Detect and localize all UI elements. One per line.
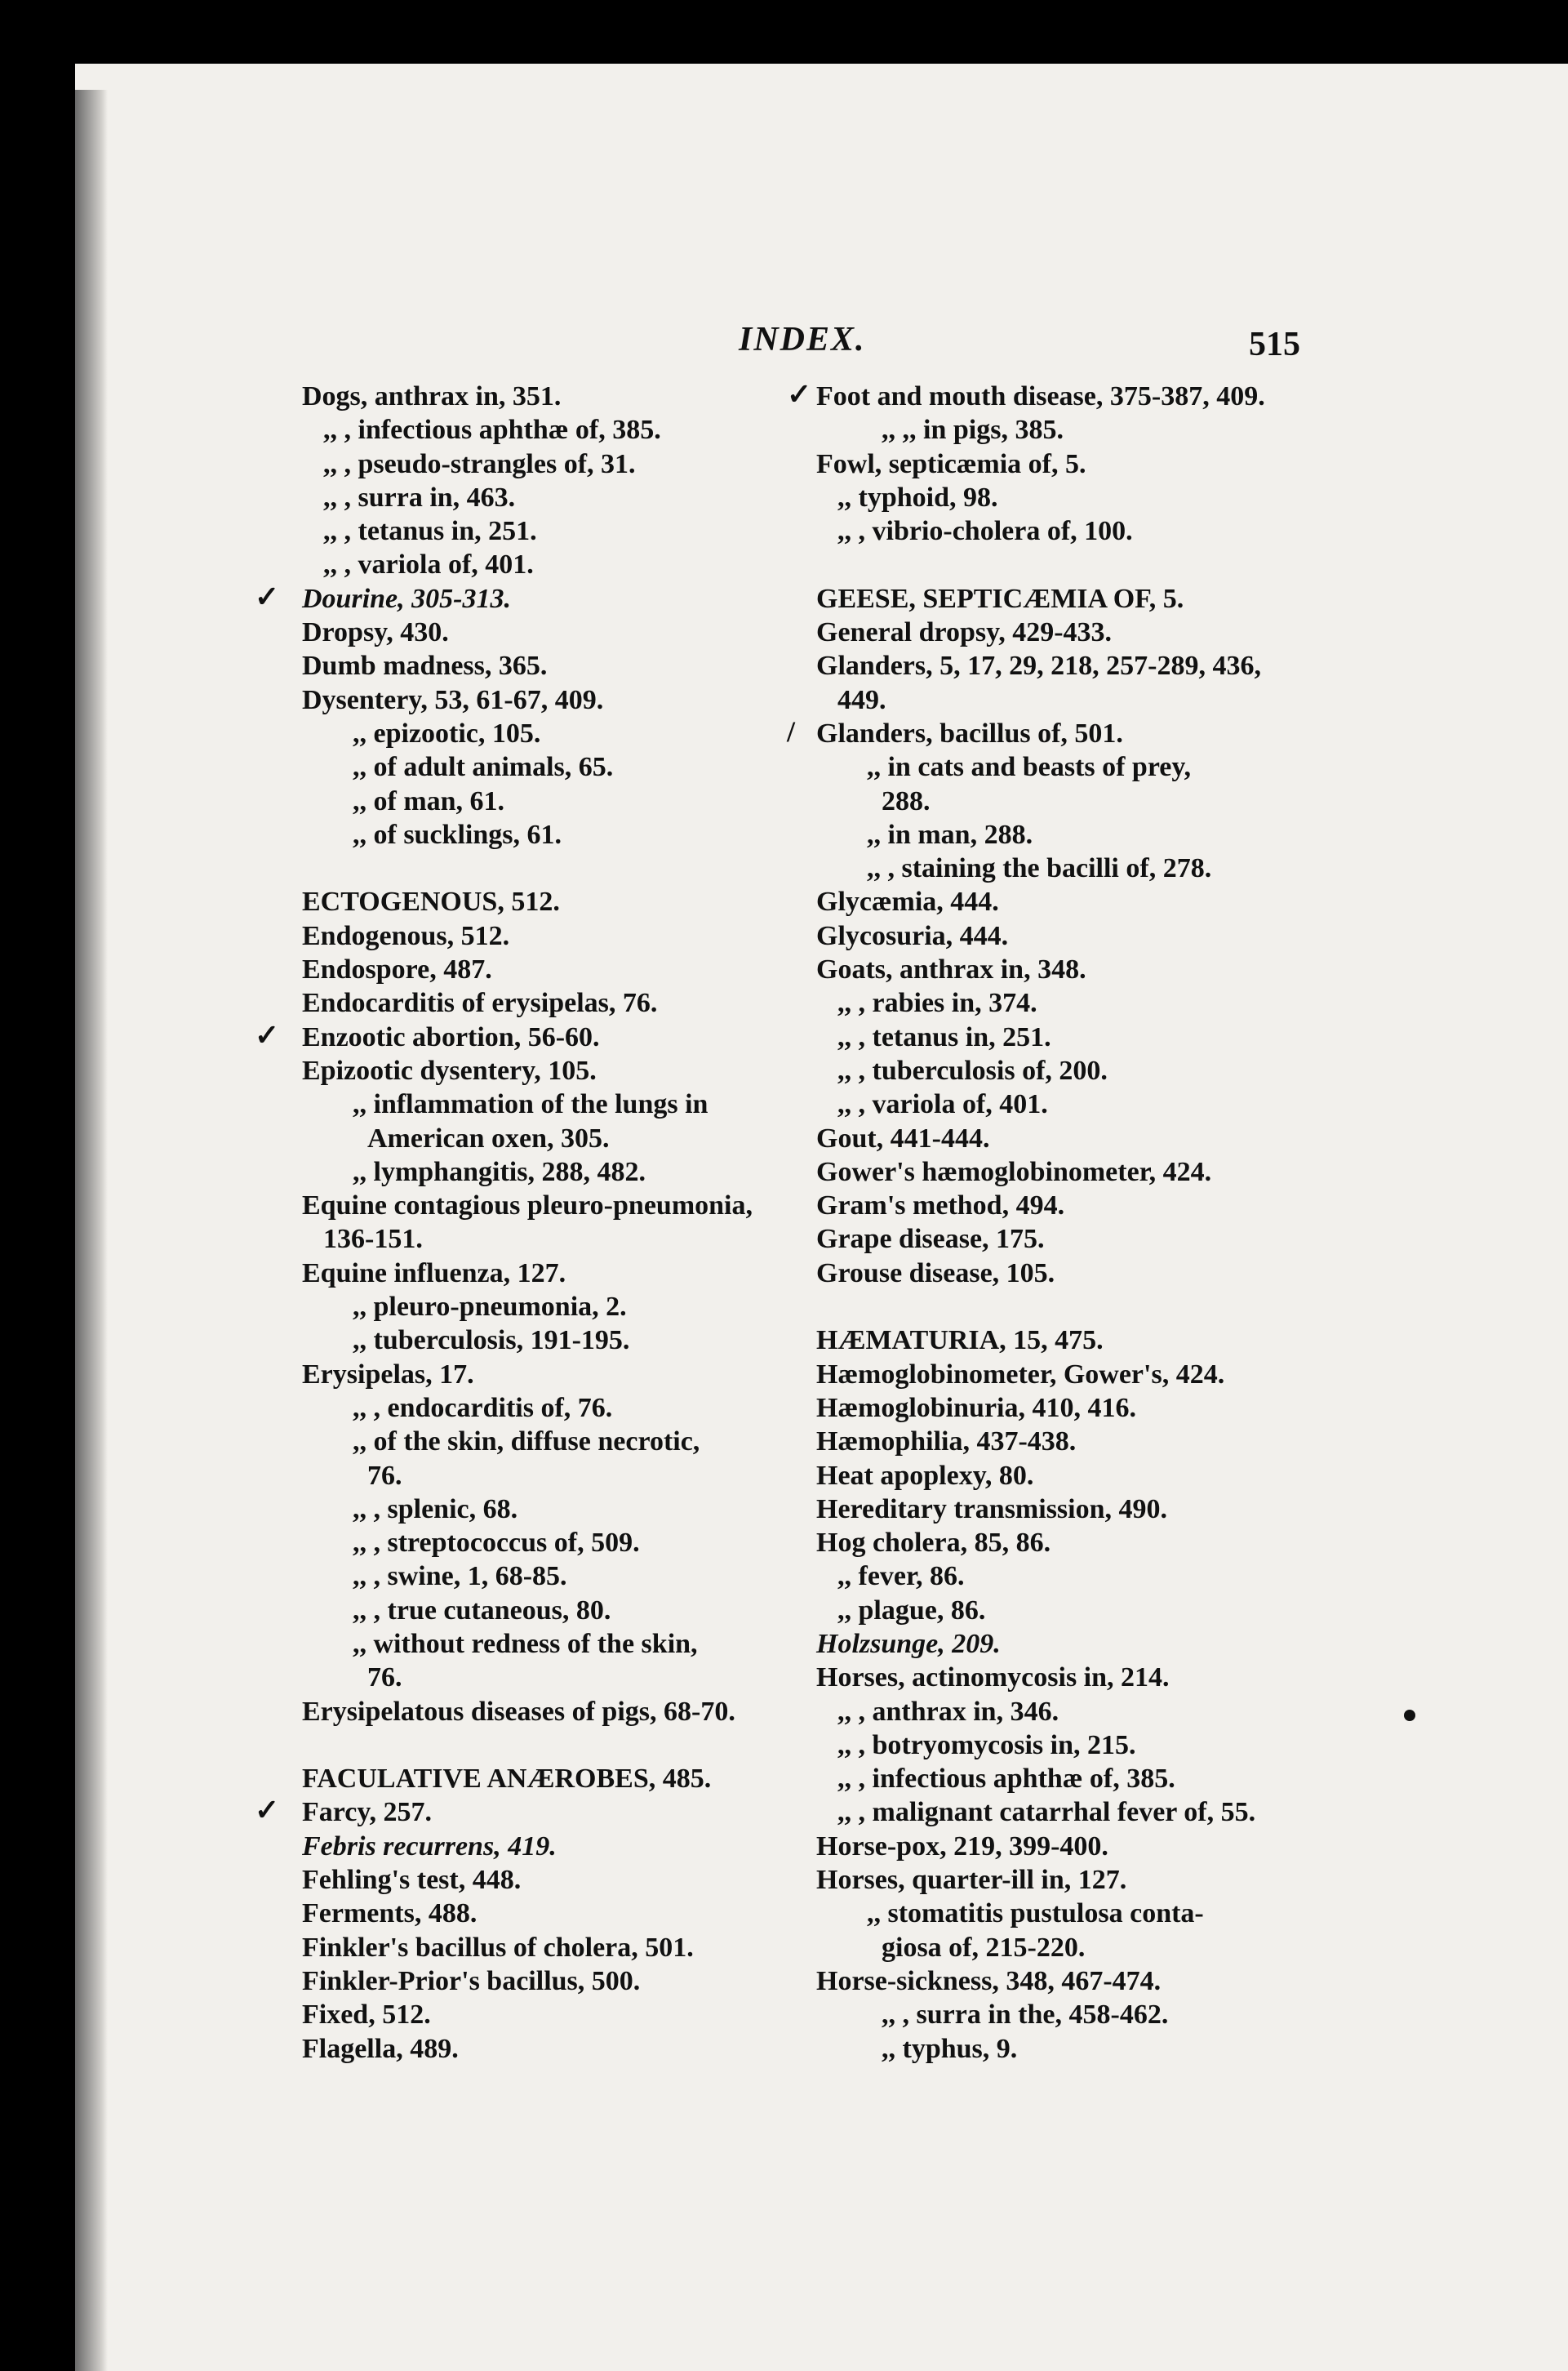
index-entry-text: giosa of, 215-220. xyxy=(882,1932,1086,1963)
index-entry-text: ,, , infectious aphthæ of, 385. xyxy=(323,415,661,446)
index-entry-text: ,, ,, in pigs, 385. xyxy=(882,415,1064,446)
index-entry-text: Fixed, 512. xyxy=(302,2000,431,2031)
index-entry-text: Ferments, 488. xyxy=(302,1898,478,1929)
index-entry xyxy=(816,986,1298,1020)
index-entry-text: Enzootic abortion, 56-60. xyxy=(302,1021,600,1052)
index-entry-text: ,, plague, 86. xyxy=(837,1595,986,1626)
index-entry-text: ,, , tetanus in, 251. xyxy=(837,1021,1051,1052)
index-entry-text: Endospore, 487. xyxy=(302,954,492,985)
index-entry xyxy=(816,1425,1298,1458)
section-gap xyxy=(302,1728,792,1762)
index-entry-text: Fehling's test, 448. xyxy=(302,1865,522,1896)
index-entry-text: Hog cholera, 85, 86. xyxy=(816,1528,1051,1559)
index-entry xyxy=(302,1998,792,2031)
check-mark-icon: ✓ xyxy=(255,1794,280,1827)
page-gutter-shadow xyxy=(75,90,108,2371)
index-entry xyxy=(302,413,792,447)
index-entry-text: Febris recurrens, 419. xyxy=(302,1831,557,1862)
index-entry xyxy=(816,1897,1298,1930)
index-entry-text: Grouse disease, 105. xyxy=(816,1257,1055,1288)
index-entry-text: ,, , true cutaneous, 80. xyxy=(353,1595,611,1626)
index-entry-text: Gout, 441-444. xyxy=(816,1123,990,1154)
index-entry xyxy=(816,1795,1298,1829)
index-entry xyxy=(816,1931,1298,1964)
index-entry xyxy=(816,514,1298,548)
index-entry-text: ,, pleuro-pneumonia, 2. xyxy=(353,1292,627,1323)
index-entry xyxy=(816,885,1298,919)
index-entry xyxy=(302,1323,792,1357)
index-entry xyxy=(816,1830,1298,1863)
index-entry-text: Endogenous, 512. xyxy=(302,920,510,951)
index-entry-text: Gower's hæmoglobinometer, 424. xyxy=(816,1156,1212,1187)
index-entry-text: Glycosuria, 444. xyxy=(816,920,1009,951)
index-entry-text: ,, epizootic, 105. xyxy=(353,718,541,749)
index-entry-text: FACULATIVE ANÆROBES, 485. xyxy=(302,1764,712,1795)
index-entry xyxy=(816,1762,1298,1795)
index-entry-text: ,, , botryomycosis in, 215. xyxy=(837,1729,1136,1760)
index-entry xyxy=(302,548,792,581)
index-entry xyxy=(302,1526,792,1559)
index-entry-text: Hæmophilia, 437-438. xyxy=(816,1426,1077,1457)
index-entry xyxy=(816,447,1298,481)
index-entry-text: ,, of man, 61. xyxy=(353,785,505,816)
index-entry-text: Gram's method, 494. xyxy=(816,1190,1065,1221)
index-entry xyxy=(302,1459,792,1492)
index-entry-text: Finkler-Prior's bacillus, 500. xyxy=(302,1965,641,1996)
index-entry xyxy=(302,818,792,852)
page-number: 515 xyxy=(1249,326,1300,363)
index-entry xyxy=(816,785,1298,818)
index-entry xyxy=(302,1391,792,1425)
index-entry xyxy=(302,1627,792,1661)
index-entry xyxy=(816,2032,1298,2066)
index-entry xyxy=(787,714,1298,750)
index-entry-text: ,, , variola of, 401. xyxy=(323,549,534,581)
index-entry xyxy=(302,1358,792,1391)
index-entry xyxy=(816,1021,1298,1054)
index-entry-text: Goats, anthrax in, 348. xyxy=(816,954,1086,985)
index-entry-text: ,, , surra in the, 458-462. xyxy=(882,2000,1169,2031)
index-entry-text: ,, , splenic, 68. xyxy=(353,1493,518,1524)
index-entry xyxy=(816,1661,1298,1694)
index-entry xyxy=(816,1998,1298,2031)
index-entry-text: General dropsy, 429-433. xyxy=(816,617,1113,648)
index-column-left xyxy=(255,380,792,2066)
index-entry-text: HÆMATURIA, 15, 475. xyxy=(816,1325,1104,1356)
index-entry-text: ,, , pseudo-strangles of, 31. xyxy=(323,448,636,479)
index-entry-text: American oxen, 305. xyxy=(367,1123,610,1154)
index-entry xyxy=(816,1189,1298,1222)
index-entry-text: ,, , vibrio-cholera of, 100. xyxy=(837,516,1133,547)
index-entry-text: Flagella, 489. xyxy=(302,2033,459,2064)
index-entry xyxy=(816,750,1298,784)
index-entry xyxy=(302,1964,792,1998)
index-entry-text: Fowl, septicæmia of, 5. xyxy=(816,448,1086,479)
index-entry-text: 76. xyxy=(367,1460,402,1491)
index-entry-text: GEESE, SEPTICÆMIA OF, 5. xyxy=(816,583,1184,614)
index-entry-text: Grape disease, 175. xyxy=(816,1224,1045,1255)
index-entry-text: ,, typhoid, 98. xyxy=(837,482,998,513)
index-entry-text: Equine contagious pleuro-pneumonia, xyxy=(302,1190,753,1221)
index-entry-text: ECTOGENOUS, 512. xyxy=(302,887,560,918)
index-entry-text: Hæmoglobinometer, Gower's, 424. xyxy=(816,1359,1225,1390)
index-entry-text: ,, , surra in, 463. xyxy=(323,482,516,513)
index-entry xyxy=(255,580,792,616)
index-entry xyxy=(816,1695,1298,1728)
index-entry-text: ,, , endocarditis of, 76. xyxy=(353,1392,613,1423)
index-entry xyxy=(816,1459,1298,1492)
check-mark-icon: ✓ xyxy=(255,1018,280,1052)
index-entry-text: ,, , swine, 1, 68-85. xyxy=(353,1561,567,1592)
index-entry xyxy=(255,1018,792,1054)
index-column-right xyxy=(787,378,1298,2066)
index-entry-text: ,, , staining the bacilli of, 278. xyxy=(867,853,1212,884)
index-entry xyxy=(302,2032,792,2066)
index-entry-text: Horse-sickness, 348, 467-474. xyxy=(816,1965,1162,1996)
index-entry xyxy=(302,1559,792,1593)
index-entry xyxy=(302,1661,792,1694)
index-entry xyxy=(816,1526,1298,1559)
index-entry xyxy=(816,953,1298,986)
index-entry xyxy=(816,1358,1298,1391)
index-entry-text: Horse-pox, 219, 399-400. xyxy=(816,1831,1108,1862)
index-entry xyxy=(302,683,792,717)
index-entry-text: ,, , streptococcus of, 509. xyxy=(353,1528,640,1559)
index-entry xyxy=(816,1088,1298,1121)
index-entry-text: 288. xyxy=(882,785,931,816)
index-entry xyxy=(816,1222,1298,1256)
index-entry-text: ,, in cats and beasts of prey, xyxy=(867,752,1192,783)
index-entry xyxy=(302,919,792,953)
index-entry-text: Hæmoglobinuria, 410, 416. xyxy=(816,1392,1136,1423)
index-entry xyxy=(302,1088,792,1121)
index-entry xyxy=(816,1155,1298,1189)
index-entry xyxy=(816,1627,1298,1661)
index-entry xyxy=(816,1492,1298,1526)
index-entry xyxy=(302,1425,792,1458)
index-entry xyxy=(302,1257,792,1290)
index-entry xyxy=(816,1728,1298,1762)
index-entry xyxy=(302,1054,792,1088)
ink-dot xyxy=(1404,1710,1415,1721)
index-entry xyxy=(816,1391,1298,1425)
index-entry xyxy=(816,1323,1298,1357)
index-entry xyxy=(302,885,792,919)
index-entry xyxy=(302,447,792,481)
index-entry xyxy=(302,514,792,548)
section-gap xyxy=(302,852,792,885)
index-entry xyxy=(816,852,1298,885)
index-entry-text: 449. xyxy=(837,684,886,715)
index-entry xyxy=(302,1222,792,1256)
index-entry xyxy=(302,380,792,413)
section-gap xyxy=(816,1290,1298,1323)
index-entry xyxy=(302,717,792,750)
section-gap xyxy=(816,548,1298,581)
page-title: INDEX. xyxy=(739,321,866,358)
check-mark-icon: ✓ xyxy=(787,378,812,411)
index-entry-text: ,, fever, 86. xyxy=(837,1561,965,1592)
index-entry xyxy=(816,683,1298,717)
index-entry xyxy=(302,1695,792,1728)
index-entry-text: Dysentery, 53, 61-67, 409. xyxy=(302,684,604,715)
index-entry-text: Foot and mouth disease, 375-387, 409. xyxy=(816,381,1265,411)
index-entry xyxy=(816,616,1298,649)
index-entry-text: Farcy, 257. xyxy=(302,1797,432,1828)
index-entry xyxy=(787,378,1298,413)
index-entry xyxy=(816,481,1298,514)
index-entry-text: Glycæmia, 444. xyxy=(816,887,999,918)
index-entry xyxy=(302,953,792,986)
index-entry xyxy=(816,413,1298,447)
index-entry xyxy=(302,1122,792,1155)
index-entry-text: Finkler's bacillus of cholera, 501. xyxy=(302,1932,694,1963)
index-entry-text: Glanders, 5, 17, 29, 218, 257-289, 436, xyxy=(816,651,1261,682)
index-entry-text: ,, , rabies in, 374. xyxy=(837,988,1037,1019)
index-entry xyxy=(816,1559,1298,1593)
index-entry xyxy=(816,1122,1298,1155)
index-entry-text: ,, , tetanus in, 251. xyxy=(323,516,537,547)
index-entry-text: ,, , tuberculosis of, 200. xyxy=(837,1055,1108,1086)
index-entry-text: Equine influenza, 127. xyxy=(302,1257,566,1288)
index-entry-text: Horses, quarter-ill in, 127. xyxy=(816,1865,1127,1896)
index-entry-text: Dogs, anthrax in, 351. xyxy=(302,381,562,411)
check-mark-icon: ✓ xyxy=(255,580,280,613)
index-entry-text: ,, of adult animals, 65. xyxy=(353,752,614,783)
index-entry xyxy=(302,481,792,514)
index-entry-text: Dropsy, 430. xyxy=(302,617,449,648)
index-entry-text: Dumb madness, 365. xyxy=(302,651,548,682)
index-entry-text: Epizootic dysentery, 105. xyxy=(302,1055,597,1086)
index-entry-text: Heat apoplexy, 80. xyxy=(816,1460,1034,1491)
index-entry-text: ,, , variola of, 401. xyxy=(837,1089,1048,1120)
index-entry-text: ,, in man, 288. xyxy=(867,819,1033,850)
index-entry-text: Glanders, bacillus of, 501. xyxy=(816,718,1123,749)
index-entry xyxy=(302,1762,792,1795)
index-entry xyxy=(302,1830,792,1863)
index-entry-text: ,, lymphangitis, 288, 482. xyxy=(353,1156,646,1187)
index-entry-text: 76. xyxy=(367,1662,402,1693)
index-entry xyxy=(302,1594,792,1627)
index-entry xyxy=(255,1794,792,1829)
index-entry xyxy=(816,1594,1298,1627)
index-entry-text: ,, , anthrax in, 346. xyxy=(837,1696,1059,1727)
index-entry xyxy=(816,582,1298,616)
index-entry xyxy=(816,1054,1298,1088)
index-entry-text: ,, of sucklings, 61. xyxy=(353,819,562,850)
index-entry-text: Horses, actinomycosis in, 214. xyxy=(816,1662,1170,1693)
index-entry xyxy=(302,750,792,784)
index-entry xyxy=(816,1964,1298,1998)
index-entry xyxy=(302,1290,792,1323)
index-entry-text: ,, typhus, 9. xyxy=(882,2033,1018,2064)
index-entry xyxy=(302,1897,792,1930)
index-entry-text: Holzsunge, 209. xyxy=(816,1628,1001,1659)
index-entry xyxy=(816,818,1298,852)
index-entry-text: ,, , malignant catarrhal fever of, 55. xyxy=(837,1797,1256,1828)
index-entry xyxy=(302,1189,792,1222)
index-entry xyxy=(302,649,792,683)
index-entry xyxy=(302,1863,792,1897)
index-entry xyxy=(816,1863,1298,1897)
index-entry xyxy=(816,649,1298,683)
index-entry-text: ,, without redness of the skin, xyxy=(353,1628,698,1659)
index-entry-text: ,, inflammation of the lungs in xyxy=(353,1089,708,1120)
index-entry-text: ,, , infectious aphthæ of, 385. xyxy=(837,1764,1175,1795)
index-entry xyxy=(302,785,792,818)
index-entry xyxy=(816,919,1298,953)
index-entry-text: 136-151. xyxy=(323,1224,423,1255)
index-entry-text: Erysipelas, 17. xyxy=(302,1359,474,1390)
index-entry xyxy=(816,1257,1298,1290)
index-entry-text: Hereditary transmission, 490. xyxy=(816,1493,1168,1524)
index-entry-text: Dourine, 305-313. xyxy=(302,583,511,614)
check-mark-icon: / xyxy=(787,714,796,748)
index-entry-text: Erysipelatous diseases of pigs, 68-70. xyxy=(302,1696,735,1727)
index-entry-text: ,, stomatitis pustulosa conta- xyxy=(867,1898,1204,1929)
index-entry xyxy=(302,1931,792,1964)
index-entry-text: Endocarditis of erysipelas, 76. xyxy=(302,988,658,1019)
index-entry xyxy=(302,1155,792,1189)
index-entry xyxy=(302,616,792,649)
index-entry-text: ,, of the skin, diffuse necrotic, xyxy=(353,1426,700,1457)
index-entry xyxy=(302,1492,792,1526)
index-entry xyxy=(302,986,792,1020)
index-entry-text: ,, tuberculosis, 191-195. xyxy=(353,1325,630,1356)
